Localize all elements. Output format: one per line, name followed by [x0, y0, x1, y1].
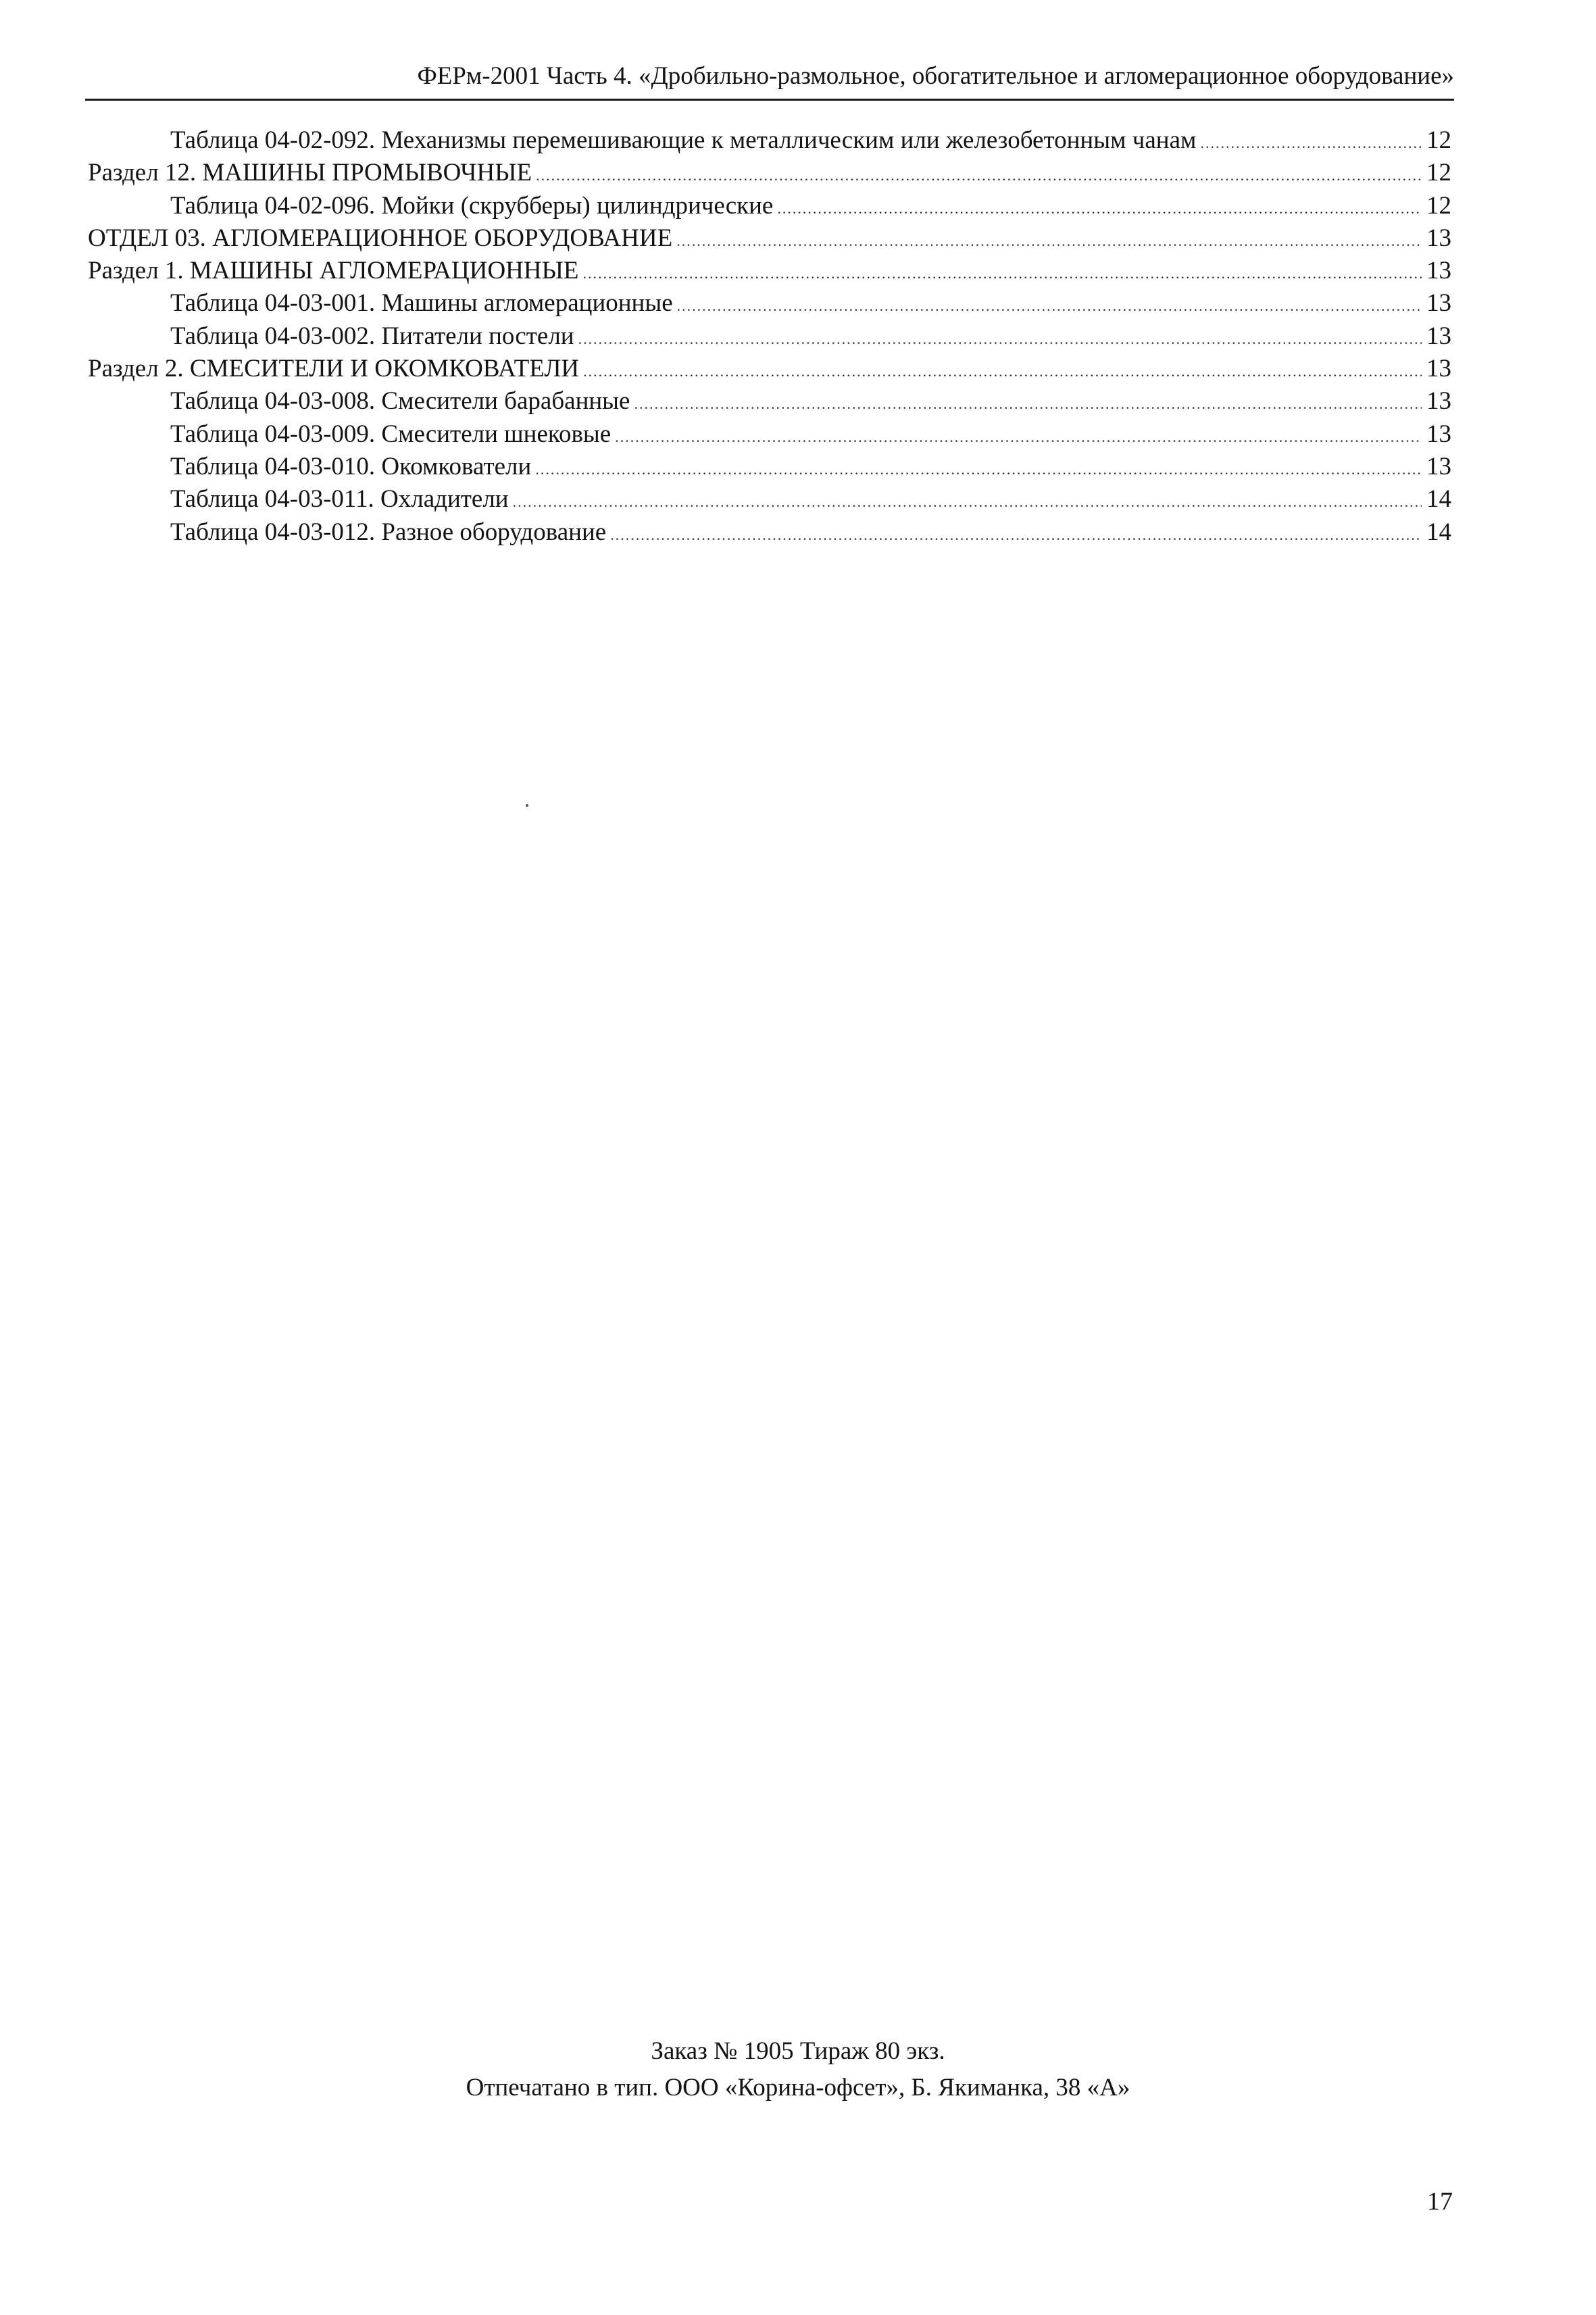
toc-entry-title: Раздел 1. МАШИНЫ АГЛОМЕРАЦИОННЫЕ — [88, 257, 579, 285]
toc-entry-page: 13 — [1426, 452, 1451, 480]
toc-dot-leader — [535, 453, 1422, 486]
toc-entry — [88, 222, 1451, 255]
toc-entry — [88, 287, 1451, 320]
toc-entry — [88, 516, 1451, 549]
toc-dot-leader — [777, 193, 1422, 225]
toc-dot-leader — [583, 355, 1422, 388]
toc-dot-leader — [536, 159, 1422, 192]
toc-dot-leader — [634, 388, 1422, 420]
toc-entry — [88, 190, 1451, 222]
toc-entry-title: Раздел 2. СМЕСИТЕЛИ И ОКОМКОВАТЕЛИ — [88, 355, 580, 383]
toc-entry-page: 13 — [1426, 257, 1451, 285]
toc-dot-leader — [676, 225, 1422, 257]
toc-entry-title: Таблица 04-03-001. Машины агломерационные — [170, 289, 673, 318]
toc-entry-title: Таблица 04-03-012. Разное оборудование — [170, 518, 607, 546]
toc-entry — [88, 451, 1451, 483]
toc-entry-page: 13 — [1426, 387, 1451, 416]
toc-entry-page: 14 — [1426, 485, 1451, 514]
colophon-order: Заказ № 1905 Тираж 80 экз. — [651, 2037, 945, 2065]
page-header: ФЕРм-2001 Часть 4. «Дробильно-размольное, обогатительное и агломерационное оборудование» — [417, 62, 1454, 90]
toc-entry-page: 12 — [1426, 191, 1451, 220]
toc-entry-page: 12 — [1426, 159, 1451, 187]
toc-entry — [88, 320, 1451, 353]
toc-entry-title: ОТДЕЛ 03. АГЛОМЕРАЦИОННОЕ ОБОРУДОВАНИЕ — [88, 224, 673, 252]
toc-entry — [88, 255, 1451, 287]
page-number: 17 — [1427, 2187, 1453, 2216]
toc-dot-leader — [513, 486, 1422, 518]
toc-entry — [88, 483, 1451, 516]
toc-dot-leader — [1200, 127, 1422, 159]
toc-entry-page: 13 — [1426, 289, 1451, 318]
toc-entry-title: Таблица 04-03-008. Смесители барабанные — [170, 387, 630, 416]
toc-entry-title: Таблица 04-03-011. Охладители — [170, 485, 509, 514]
toc-entry-page: 12 — [1426, 126, 1451, 154]
header-rule — [85, 99, 1454, 101]
toc-dot-leader — [677, 290, 1422, 322]
toc-dot-leader — [610, 519, 1422, 551]
toc-entry — [88, 385, 1451, 418]
stray-mark — [526, 804, 528, 807]
toc-entry-title: Таблица 04-03-010. Окомкователи — [170, 452, 532, 480]
toc-entry — [88, 124, 1451, 157]
toc-entry — [88, 157, 1451, 189]
toc-entry-page: 13 — [1426, 420, 1451, 448]
colophon-printer: Отпечатано в тип. ООО «Корина-офсет», Б. Якиманка, 38 «А» — [466, 2074, 1130, 2101]
toc-entry — [88, 418, 1451, 451]
toc-entry-page: 13 — [1426, 355, 1451, 383]
toc-entry-title: Таблица 04-03-009. Смесители шнековые — [170, 420, 612, 448]
toc-entry-title: Таблица 04-03-002. Питатели постели — [170, 322, 574, 350]
toc-entry-page: 13 — [1426, 224, 1451, 252]
table-of-contents — [88, 124, 1451, 549]
toc-entry-title: Таблица 04-02-096. Мойки (скрубберы) цилиндрические — [170, 191, 774, 220]
toc-entry-title: Таблица 04-02-092. Механизмы перемешивающие к металлическим или железобетонным чанам — [170, 126, 1197, 154]
toc-entry-page: 13 — [1426, 322, 1451, 350]
toc-entry-title: Раздел 12. МАШИНЫ ПРОМЫВОЧНЫЕ — [88, 159, 532, 187]
toc-entry — [88, 353, 1451, 385]
toc-entry-page: 14 — [1426, 518, 1451, 546]
toc-dot-leader — [615, 421, 1422, 453]
toc-dot-leader — [583, 257, 1422, 290]
toc-dot-leader — [578, 323, 1422, 355]
